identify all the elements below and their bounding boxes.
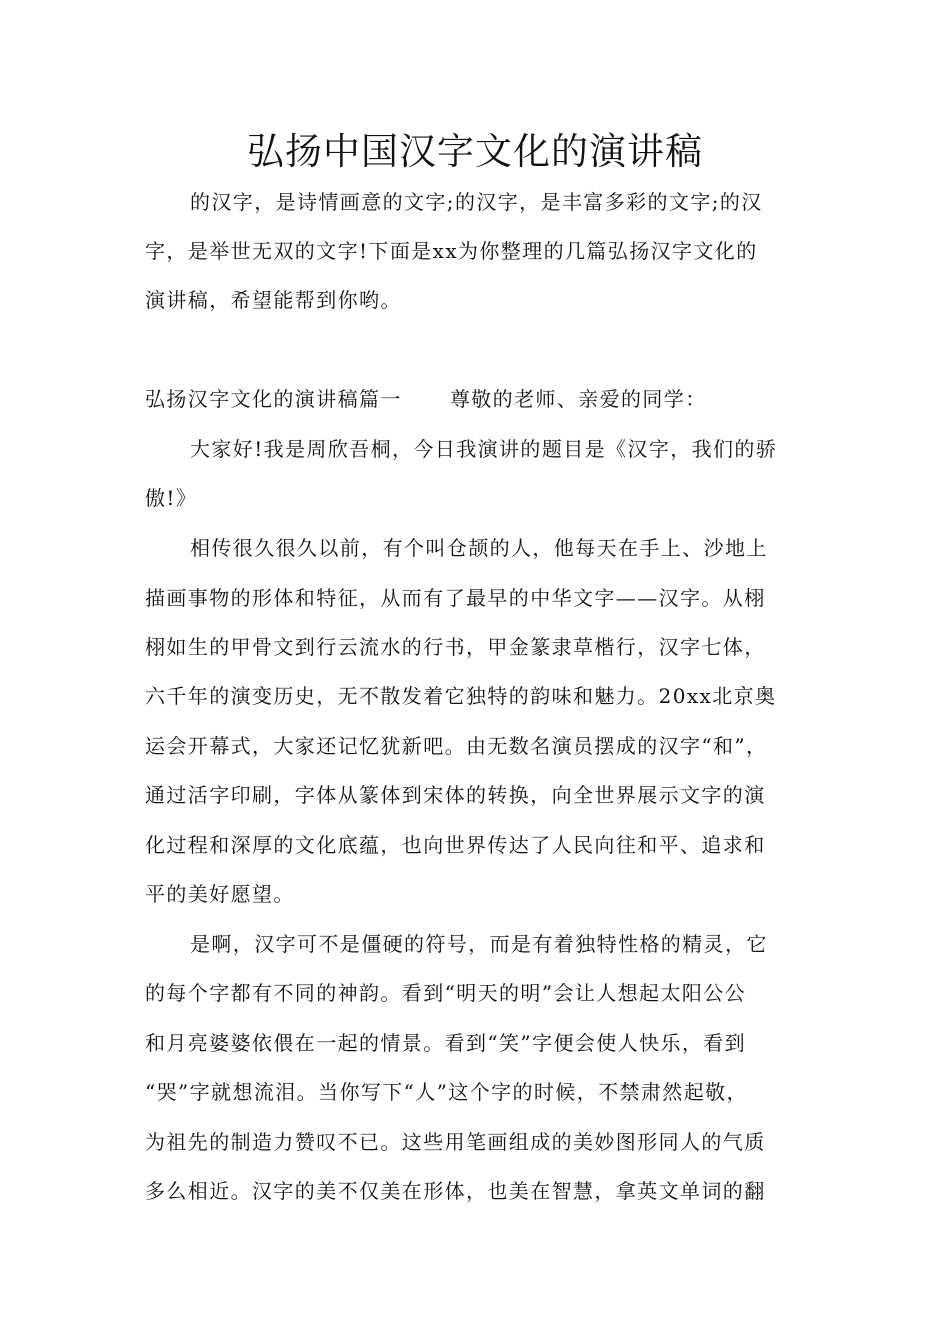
paragraph-line: 描画事物的形体和特征，从而有了最早的中华文字——汉字。从栩 <box>145 586 766 610</box>
paragraph-line: 为祖先的制造力赞叹不已。这些用笔画组成的美妙图形同人的气质 <box>145 1130 766 1154</box>
paragraph-line: 是啊，汉字可不是僵硬的符号，而是有着独特性格的精灵，它 <box>190 932 768 956</box>
paragraph-line: “哭”字就想流泪。当你写下“人”这个字的时候，不禁肃然起敬， <box>145 1080 748 1104</box>
document-title: 弘扬中国汉字文化的演讲稿 <box>247 130 703 173</box>
intro-line: 的汉字，是诗情画意的文字;的汉字，是丰富多彩的文字;的汉 <box>190 190 763 214</box>
paragraph-line: 和月亮婆婆依偎在一起的情景。看到“笑”字便会使人快乐，看到 <box>145 1031 747 1055</box>
section-heading-line <box>145 384 825 414</box>
paragraph-line: 六千年的演变历史，无不散发着它独特的韵味和魅力。20xx北京奥 <box>145 684 777 708</box>
paragraph-line: 平的美好愿望。 <box>145 882 295 906</box>
paragraph-line: 运会开幕式，大家还记忆犹新吧。由无数名演员摆成的汉字“和”， <box>145 734 768 758</box>
salutation: 尊敬的老师、亲爱的同学： <box>449 387 707 411</box>
paragraph-line: 栩如生的甲骨文到行云流水的行书，甲金篆隶草楷行，汉字七体， <box>145 635 766 659</box>
section-heading: 弘扬汉字文化的演讲稿篇一 <box>145 387 402 411</box>
paragraph-line: 化过程和深厚的文化底蕴，也向世界传达了人民向往和平、追求和 <box>145 833 766 857</box>
intro-line: 字，是举世无双的文字!下面是xx为你整理的几篇弘扬汉字文化的 <box>145 239 758 263</box>
paragraph-line: 通过活字印刷，字体从篆体到宋体的转换，向全世界展示文字的演 <box>145 783 766 807</box>
paragraph-line: 大家好!我是周欣吾桐，今日我演讲的题目是《汉字，我们的骄 <box>190 437 778 461</box>
paragraph-line: 傲!》 <box>145 486 198 510</box>
paragraph-line: 多么相近。汉字的美不仅美在形体，也美在智慧，拿英文单词的翻 <box>145 1179 766 1203</box>
intro-line: 演讲稿，希望能帮到你哟。 <box>145 288 402 312</box>
paragraph-line: 的每个字都有不同的神韵。看到“明天的明”会让人想起太阳公公 <box>145 981 747 1005</box>
paragraph-line: 相传很久很久以前，有个叫仓颉的人，他每天在手上、沙地上 <box>190 536 768 560</box>
